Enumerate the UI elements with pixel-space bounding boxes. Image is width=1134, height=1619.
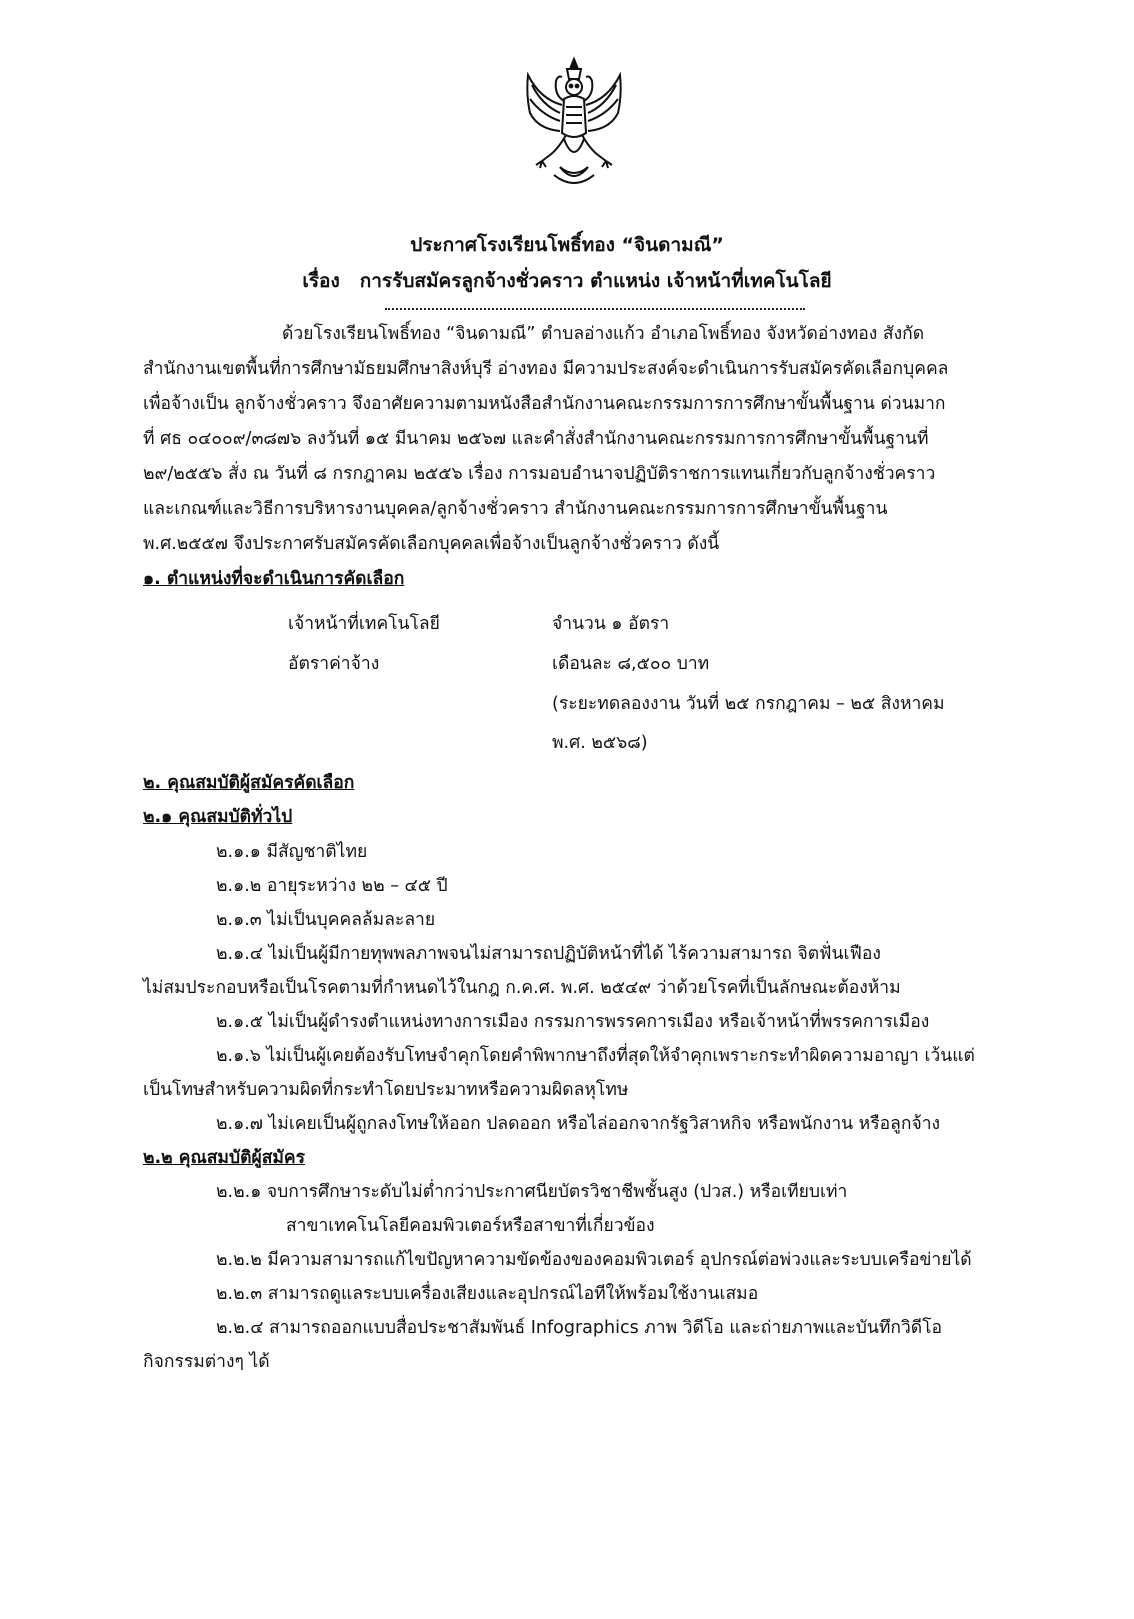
position-label: เจ้าหน้าที่เทคโนโลยี	[288, 614, 440, 634]
list-item-continued: สาขาเทคโนโลยีคอมพิวเตอร์หรือสาขาที่เกี่ยวข้อง	[286, 1216, 655, 1236]
intro-line: ๒๙/๒๕๕๖ สั่ง ณ วันที่ ๘ กรกฎาคม ๒๕๕๖ เรื่อง การมอบอำนาจปฏิบัติราชการแทนเกี่ยวกับลูกจ้างชั่วคราว	[143, 464, 936, 484]
dotted-divider	[385, 298, 805, 310]
list-item-continued: เป็นโทษสำหรับความผิดที่กระทำโดยประมาทหรือความผิดลหุโทษ	[143, 1080, 629, 1100]
subject-text: การรับสมัครลูกจ้างชั่วคราว ตำแหน่ง เจ้าหน้าที่เทคโนโลยี	[359, 270, 832, 292]
list-item: ๒.๒.๑ จบการศึกษาระดับไม่ต่ำกว่าประกาศนียบัตรวิชาชีพชั้นสูง (ปวส.) หรือเทียบเท่า	[216, 1182, 848, 1202]
section2-2-heading: ๒.๒ คุณสมบัติผู้สมัคร	[143, 1148, 306, 1168]
list-item: ๒.๑.๔ ไม่เป็นผู้มีกายทุพพลภาพจนไม่สามารถปฏิบัติหน้าที่ได้ ไร้ความสามารถ จิตฟั่นเฟือง	[216, 944, 881, 964]
wage-value: เดือนละ ๘,๕๐๐ บาท	[552, 654, 710, 674]
garuda-emblem-icon	[520, 55, 628, 193]
intro-line: และเกณฑ์และวิธีการบริหารงานบุคคล/ลูกจ้างชั่วคราว สำนักงานคณะกรรมการการศึกษาขั้นพื้นฐาน	[143, 499, 888, 519]
list-item: ๒.๑.๖ ไม่เป็นผู้เคยต้องรับโทษจำคุกโดยคำพิพากษาถึงที่สุดให้จำคุกเพราะกระทำผิดความอาญา เว้นแต่	[216, 1046, 975, 1066]
announcement-title: ประกาศโรงเรียนโพธิ์ทอง “จินดามณี”	[410, 234, 724, 256]
intro-line: พ.ศ.๒๕๕๗ จึงประกาศรับสมัครคัดเลือกบุคคลเพื่อจ้างเป็นลูกจ้างชั่วคราว ดังนี้	[143, 534, 720, 554]
list-item: ๒.๑.๓ ไม่เป็นบุคคลล้มละลาย	[216, 910, 436, 930]
list-item: ๒.๑.๑ มีสัญชาติไทย	[216, 842, 368, 862]
list-item: ๒.๑.๗ ไม่เคยเป็นผู้ถูกลงโทษให้ออก ปลดออก หรือไล่ออกจากรัฐวิสาหกิจ หรือพนักงาน หรือลูกจ้าง	[216, 1114, 941, 1134]
subject-label: เรื่อง	[302, 270, 340, 292]
list-item: ๒.๑.๕ ไม่เป็นผู้ดำรงตำแหน่งทางการเมือง กรรมการพรรคการเมือง หรือเจ้าหน้าที่พรรคการเมือง	[216, 1012, 930, 1032]
probation-period-year: พ.ศ. ๒๕๖๘)	[552, 733, 648, 753]
list-item: ๒.๒.๒ มีความสามารถแก้ไขปัญหาความขัดข้องของคอมพิวเตอร์ อุปกรณ์ต่อพ่วงและระบบเครือข่ายได้	[216, 1250, 972, 1270]
section1-heading: ๑. ตำแหน่งที่จะดำเนินการคัดเลือก	[143, 569, 405, 589]
list-item-continued: กิจกรรมต่างๆ ได้	[143, 1352, 270, 1372]
intro-line: เพื่อจ้างเป็น ลูกจ้างชั่วคราว จึงอาศัยความตามหนังสือสำนักงานคณะกรรมการการศึกษาขั้นพื้นฐาน ด่วนมาก	[143, 394, 946, 414]
announcement-subject	[0, 266, 1134, 296]
position-value: จำนวน ๑ อัตรา	[552, 614, 670, 634]
intro-line: ด้วยโรงเรียนโพธิ์ทอง “จินดามณี” ตำบลอ่างแก้ว อำเภอโพธิ์ทอง จังหวัดอ่างทอง สังกัด	[282, 324, 925, 344]
list-item: ๒.๒.๓ สามารถดูแลระบบเครื่องเสียงและอุปกรณ์ไอทีให้พร้อมใช้งานเสมอ	[216, 1284, 759, 1304]
list-item-continued: ไม่สมประกอบหรือเป็นโรคตามที่กำหนดไว้ในกฎ ก.ค.ศ. พ.ศ. ๒๕๔๙ ว่าด้วยโรคที่เป็นลักษณะต้องห้าม	[143, 978, 901, 998]
section2-1-heading: ๒.๑ คุณสมบัติทั่วไป	[143, 807, 293, 827]
probation-period: (ระยะทดลองงาน วันที่ ๒๕ กรกฎาคม – ๒๕ สิงหาคม	[552, 694, 945, 714]
wage-label: อัตราค่าจ้าง	[288, 654, 380, 674]
intro-line: ที่ ศธ ๐๔๐๐๙/๓๘๗๖ ลงวันที่ ๑๕ มีนาคม ๒๕๖๗ และคำสั่งสำนักงานคณะกรรมการการศึกษาขั้นพื้นฐานที่	[143, 429, 929, 449]
intro-line: สำนักงานเขตพื้นที่การศึกษามัธยมศึกษาสิงห์บุรี อ่างทอง มีความประสงค์จะดำเนินการรับสมัครคัดเลือกบุคคล	[143, 359, 949, 379]
list-item: ๒.๒.๔ สามารถออกแบบสื่อประชาสัมพันธ์ Infographics ภาพ วิดีโอ และถ่ายภาพและบันทึกวิดีโอ	[216, 1318, 943, 1338]
section2-heading: ๒. คุณสมบัติผู้สมัครคัดเลือก	[143, 773, 355, 793]
list-item: ๒.๑.๒ อายุระหว่าง ๒๒ – ๔๕ ปี	[216, 876, 448, 896]
